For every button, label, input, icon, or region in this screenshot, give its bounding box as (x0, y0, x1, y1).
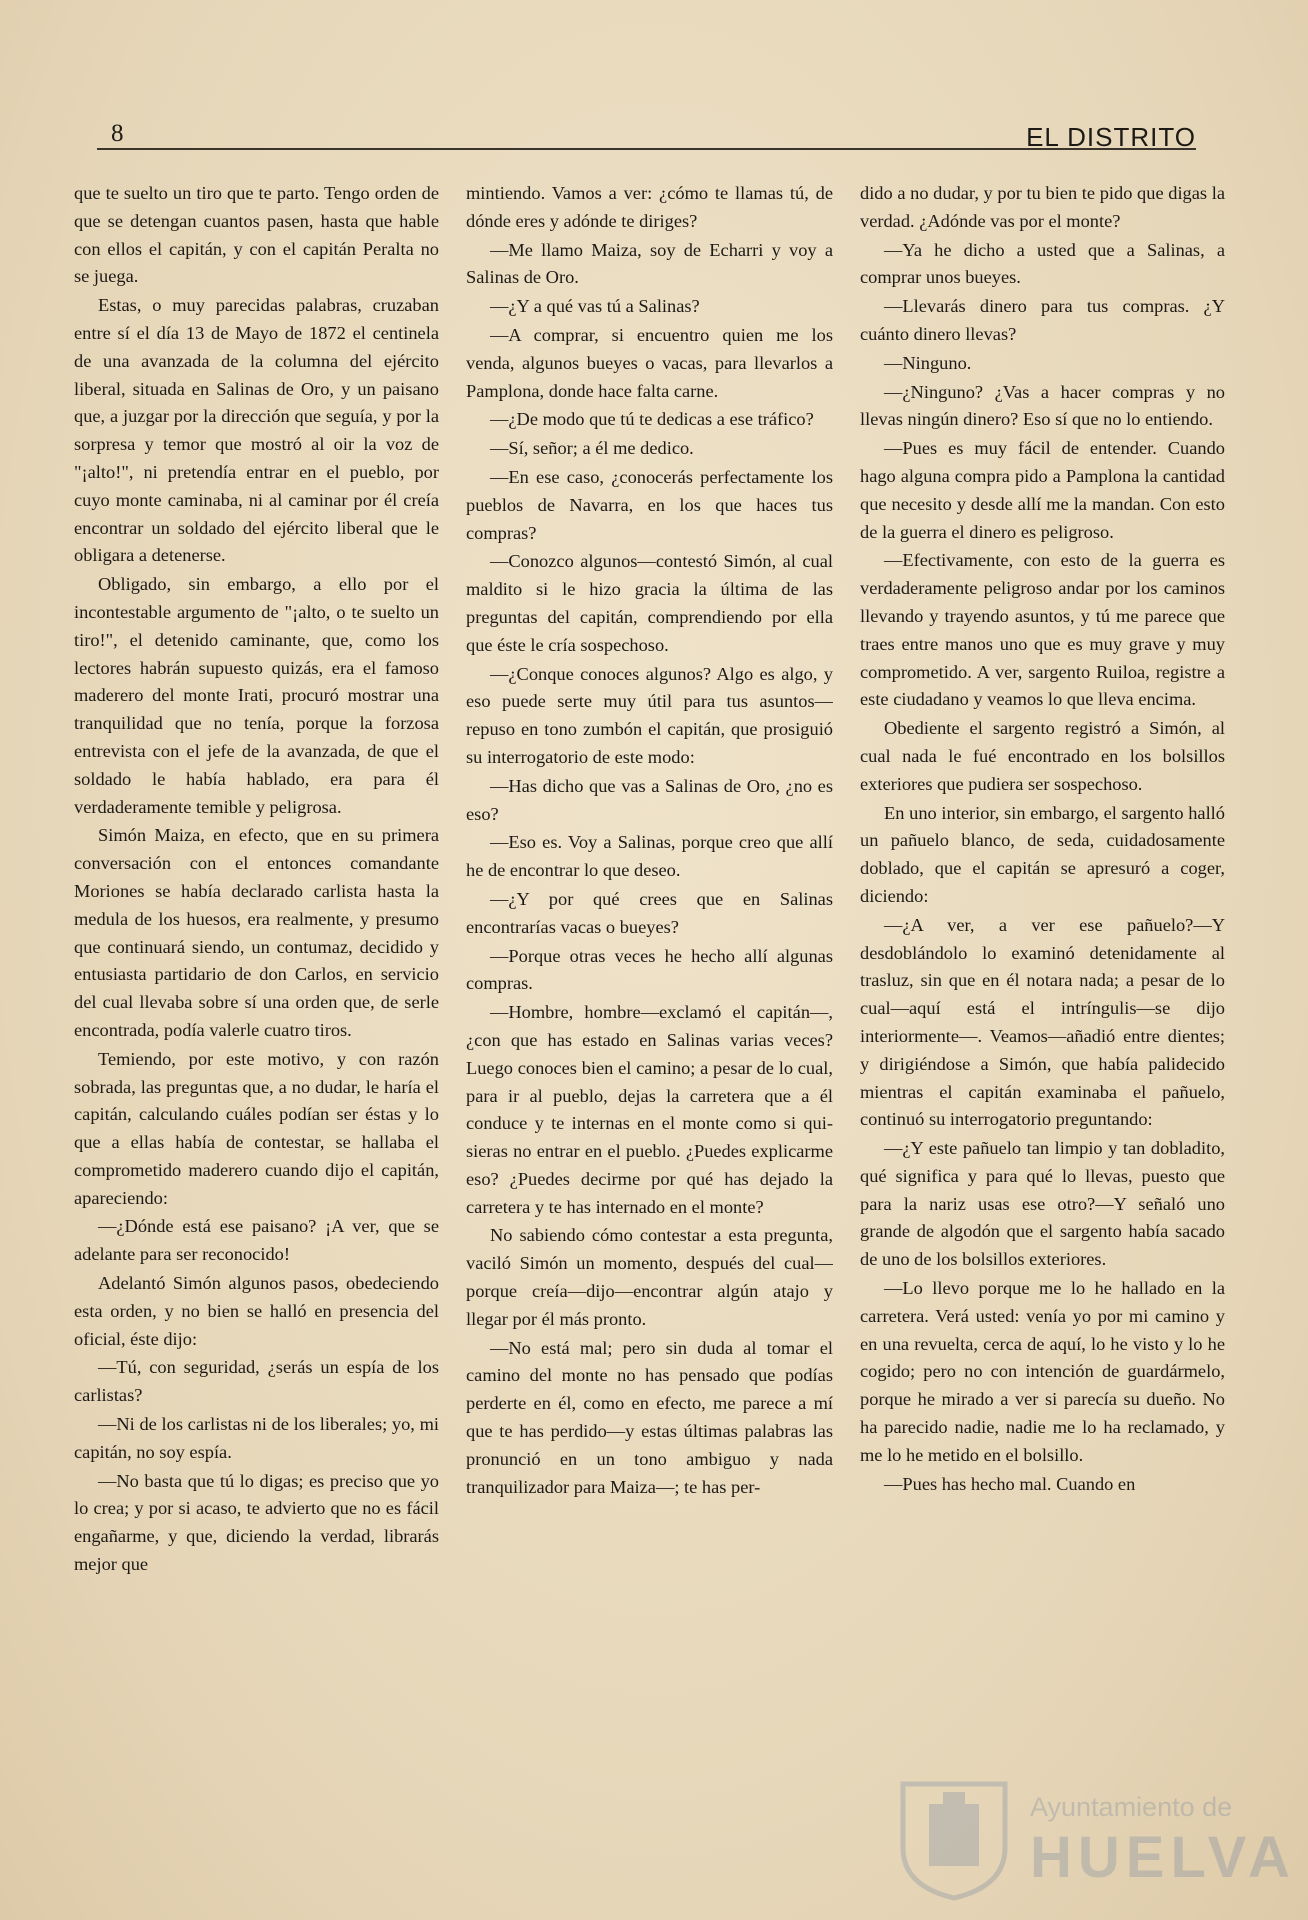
paragraph: Temiendo, por este motivo, y con razón sobrada, las preguntas que, a no dudar, le haría el capitán, calculando cuáles podían ser éstas y lo que a ellas había de contestar, se hallaba el comprometido maderero cuando dijo el capitán, apareciendo: (74, 1048, 439, 1208)
paragraph: —Eso es. Voy a Salinas, porque creo que allí he de encontrar lo que deseo. (466, 832, 833, 881)
header-rule (97, 148, 1196, 150)
paragraph: —¿A ver, a ver ese pañuelo?—Y desdoblándolo lo examinó detenidamente al trasluz, sin que en él notara nada; a pesar de lo cual—aquí está el intríngulis—se dijo interiormente—. Veamos—añadió entre dientes; y dirigiéndose a Simón, que había palidecido mientras el capitán examinaba el pañuelo, continuó su interrogatorio preguntando: (860, 914, 1225, 1130)
paragraph: —Hombre, hombre—exclamó el capitán—, ¿con que has estado en Salinas varias veces? Luego conoces bien el camino; a pesar de lo cual, para ir al pueblo, dejas la carretera que a él conduce y te internas en el monte como si quisieras no entrar en el pueblo. ¿Puedes explicarme eso? ¿Puedes decirme por qué has dejado la carretera y te has internado en el monte? (466, 1002, 833, 1217)
paragraph: —No basta que tú lo digas; es preciso que yo lo crea; y por si acaso, te advierto que no es fácil engañarme, y que, diciendo la verdad, librarás mejor que (74, 1470, 439, 1575)
paragraph: —Tú, con seguridad, ¿serás un espía de los carlistas? (74, 1357, 439, 1406)
coat-of-arms-icon (895, 1778, 1013, 1902)
paragraph: —¿De modo que tú te dedicas a ese tráfico? (490, 409, 814, 430)
archive-watermark (895, 1770, 1296, 1910)
paragraph: Simón Maiza, en efecto, que en su primera conversación con el entonces comandante Moriones se había declarado carlista hasta la medula de los huesos, era realmente, y presumo que continuará siendo, un contumaz, decidido y entusiasta partidario de don Carlos, en servicio del cual llevaba sobre sí una orden que, de serle encontrada, podía valerle cuatro tiros. (74, 825, 439, 1040)
paragraph: —Lo llevo porque me lo he hallado en la carretera. Verá usted: venía yo por mi camino y en una revuelta, cerca de aquí, lo he visto y lo he cogido; pero no con intención de guardármelo, porque he mirado a ver si parecía su dueño. No ha parecido nadie, nadie me lo ha reclamado, y me lo he metido en el bolsillo. (860, 1278, 1225, 1465)
watermark-line-1: Ayuntamiento de (1030, 1792, 1233, 1822)
paragraph: —Ni de los carlistas ni de los liberales; yo, mi capitán, no soy espía. (74, 1414, 439, 1462)
paragraph: —Pues es muy fácil de entender. Cuando hago alguna compra pido a Pamplona la cantidad que necesito y desde allí me la mandan. Con esto de la guerra el dinero es peligroso. (860, 438, 1225, 542)
paragraph: mintiendo. Vamos a ver: ¿cómo te llamas tú, de dónde eres y adónde te diriges? (466, 183, 833, 231)
paragraph: —¿Dónde está ese paisano? ¡A ver, que se adelante para ser reconocido! (74, 1216, 439, 1265)
paragraph: En uno interior, sin embargo, el sargento halló un pañuelo blanco, de seda, cuidadosamente doblado, que el capitán se apresuró a coger, diciendo: (860, 802, 1225, 906)
paragraph: —Me llamo Maiza, soy de Echarri y voy a Salinas de Oro. (466, 239, 833, 288)
paragraph: —Ya he dicho a usted que a Salinas, a comprar unos bueyes. (860, 239, 1225, 288)
paragraph: —¿Conque conoces algunos? Algo es algo, y eso puede serte muy útil para tus asuntos—repuso en tono zumbón el capitán, que prosiguió su interrogatorio de este modo: (466, 663, 833, 767)
paragraph: Obediente el sargento registró a Simón, al cual nada le fué encontrado en los bolsillos exteriores que pudiera ser sospechoso. (860, 718, 1225, 794)
paragraph: —¿Y este pañuelo tan limpio y tan dobladito, qué significa y para qué lo llevas, puesto que para la nariz usas ese otro?—Y señaló uno grande de algodón que el sargento había sacado de uno de los bolsillos exteriores. (860, 1138, 1225, 1270)
paragraph: —Efectivamente, con esto de la guerra es verdaderamente peligroso andar por los caminos llevando y trayendo asuntos, y tú me parece que traes entre manos uno que es muy grave y muy comprometido. A ver, sargento Ruiloa, registre a este ciudadano y veamos lo que lleva encima. (860, 550, 1225, 710)
paragraph: —Llevarás dinero para tus compras. ¿Y cuánto dinero llevas? (860, 296, 1225, 344)
paragraph: —En ese caso, ¿conocerás perfectamente los pueblos de Navarra, en los que haces tus compras? (466, 466, 833, 543)
paragraph: —Has dicho que vas a Salinas de Oro, ¿no es eso? (466, 775, 833, 824)
page-number: 8 (111, 120, 124, 147)
paragraph: —Ninguno. (884, 352, 972, 373)
paragraph: —Porque otras veces he hecho allí algunas compras. (466, 945, 833, 994)
text-column-3 (860, 180, 1225, 1785)
paragraph: —Conozco algunos—contestó Simón, al cual maldito si le hizo gracia la última de las preguntas del capitán, comprendiendo por ella que éste le cría sospechoso. (466, 551, 833, 655)
paragraph: Adelantó Simón algunos pasos, obedeciendo esta orden, y no bien se halló en presencia del oficial, éste dijo: (74, 1273, 439, 1349)
paragraph: dido a no dudar, y por tu bien te pido que digas la verdad. ¿Adónde vas por el monte? (860, 183, 1225, 231)
paragraph: —No está mal; pero sin duda al tomar el camino del monte no has pensado que podías perderte en él, como en efecto, me parece a mí que te has perdido—y estas últimas palabras las pronunció en un tono ambiguo y nada tranquilizador para Maiza—; te has per- (466, 1337, 833, 1497)
watermark-line-2: HUELVA (1030, 1825, 1296, 1890)
paragraph: —A comprar, si encuentro quien me los venda, algunos bueyes o vacas, para llevarlos a Pamplona, donde hace falta carne. (466, 324, 833, 401)
text-column-1 (74, 180, 439, 1785)
paragraph: —¿Y por qué crees que en Salinas encontrarías vacas o bueyes? (466, 888, 833, 937)
paragraph: Estas, o muy parecidas palabras, cruzaban entre sí el día 13 de Mayo de 1872 el centinela de una avanzada de la columna del ejército liberal, situada en Salinas de Oro, y un paisano que, a juzgar por la dirección que seguía, y por la sorpresa y temor que mostró al oir la voz de "¡alto!", ni pretendía entrar en el pueblo, por cuyo monte caminaba, ni al caminar por él creía encontrar un soldado del ejército liberal que le obligara a detenerse. (74, 295, 439, 566)
paragraph: Obligado, sin embargo, a ello por el incontestable argumento de "¡alto, o te suelto un tiro!", el detenido caminante, que, como los lectores habrán supuesto quizás, era el famoso maderero del monte Irati, procuró mostrar una tranquilidad que no tenía, porque la forzosa entrevista con el jefe de la avanzada, de que el soldado le había hablado, era para él verdaderamente temible y peligrosa. (74, 574, 439, 817)
paragraph: que te suelto un tiro que te parto. Tengo orden de que se detengan cuantos pasen, hasta que hable con ellos el capitán, y con el capitán Peralta no se juega. (74, 183, 439, 287)
paragraph: No sabiendo cómo contestar a esta pregunta, vaciló Simón un momento, después del cual—porque creía—dijo—encontrar algún atajo y llegar por él más pronto. (466, 1225, 833, 1329)
publication-title: EL DISTRITO (1026, 122, 1196, 152)
text-column-2 (466, 180, 833, 1785)
paragraph: —Pues has hecho mal. Cuando en (884, 1473, 1136, 1494)
paragraph: —¿Ninguno? ¿Vas a hacer compras y no llevas ningún dinero? Eso sí que no lo entiendo. (860, 381, 1225, 430)
paragraph: —¿Y a qué vas tú a Salinas? (490, 296, 700, 317)
page-header (97, 118, 1196, 150)
paragraph: —Sí, señor; a él me dedico. (490, 438, 694, 459)
